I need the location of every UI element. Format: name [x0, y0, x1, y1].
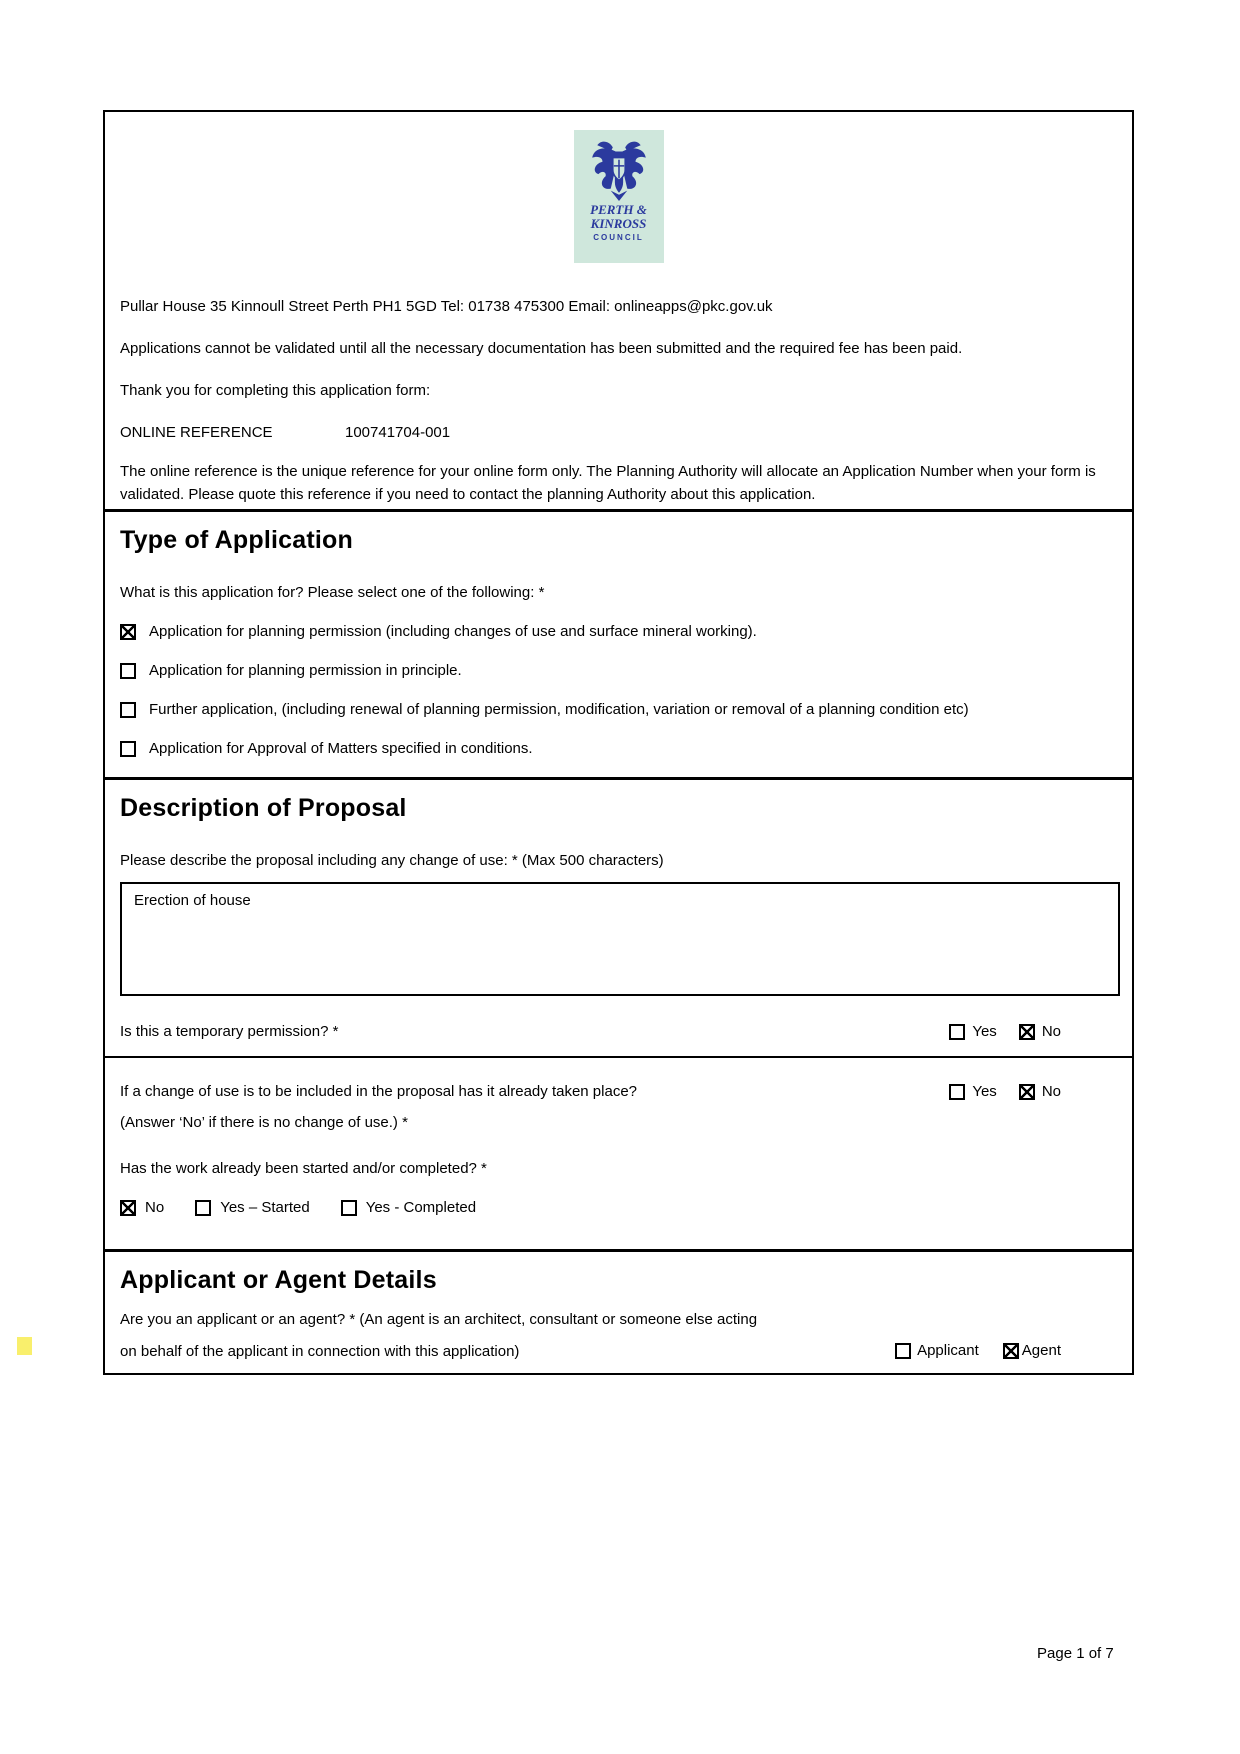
- work-yes-started-checkbox[interactable]: [195, 1200, 211, 1216]
- work-yes-completed-checkbox[interactable]: [341, 1200, 357, 1216]
- logo-text-line3: COUNCIL: [593, 233, 644, 242]
- type-option-2-checkbox[interactable]: [120, 663, 136, 679]
- change-of-use-yes-label: Yes: [972, 1083, 997, 1100]
- type-question: What is this application for? Please select one of the following: *: [120, 584, 545, 601]
- description-title: Description of Proposal: [120, 794, 407, 822]
- temporary-yes-label: Yes: [972, 1023, 997, 1040]
- agent-label: Agent: [1021, 1342, 1061, 1359]
- change-of-use-no-label: No: [1041, 1083, 1061, 1100]
- type-option-2-label: Application for planning permission in principle.: [149, 662, 462, 679]
- applicant-checkbox[interactable]: [895, 1343, 911, 1359]
- logo-text-line1: PERTH &: [590, 202, 647, 217]
- logo-text-line2: KINROSS: [590, 216, 647, 231]
- proposal-description-textarea[interactable]: Erection of house: [120, 882, 1120, 996]
- type-option-row[interactable]: [120, 698, 1117, 721]
- temporary-permission-question: Is this a temporary permission? *: [120, 1023, 339, 1040]
- type-option-4-checkbox[interactable]: [120, 741, 136, 757]
- applicant-label: Applicant: [917, 1342, 979, 1359]
- work-no-checkbox[interactable]: [120, 1200, 136, 1216]
- online-reference-value: 100741704-001: [345, 424, 451, 441]
- type-option-row[interactable]: [120, 620, 1117, 643]
- type-option-3-label: Further application, (including renewal of planning permission, modification, variation or removal of a planning condition etc): [149, 701, 969, 718]
- work-yes-started-label: Yes – Started: [220, 1199, 310, 1216]
- temporary-permission-answers: [949, 1020, 1061, 1043]
- change-of-use-section: [105, 1056, 1132, 1249]
- yellow-highlight-marker: [17, 1337, 32, 1355]
- temporary-no-label: No: [1041, 1023, 1061, 1040]
- type-option-row[interactable]: [120, 737, 1117, 760]
- applicant-or-agent-title: Applicant or Agent Details: [120, 1266, 437, 1294]
- thank-you-note: Thank you for completing this application form:: [120, 382, 431, 399]
- online-reference-row: [120, 421, 1117, 444]
- page-indicator: Page 1 of 7: [1037, 1645, 1114, 1662]
- type-option-1-checkbox[interactable]: [120, 624, 136, 640]
- type-option-row[interactable]: [120, 659, 1117, 682]
- council-logo: [574, 130, 664, 263]
- type-of-application-title: Type of Application: [120, 526, 353, 554]
- work-no-label: No: [145, 1199, 165, 1216]
- type-option-1-label: Application for planning permission (including changes of use and surface mineral working).: [149, 623, 757, 640]
- work-yes-completed-label: Yes - Completed: [365, 1199, 477, 1216]
- change-of-use-note: (Answer ‘No’ if there is no change of use.) *: [120, 1114, 408, 1131]
- change-of-use-answers: [949, 1080, 1061, 1103]
- applicant-or-agent-section: [105, 1249, 1132, 1373]
- change-of-use-question: If a change of use is to be included in the proposal has it already taken place?: [120, 1083, 638, 1100]
- temporary-yes-checkbox[interactable]: [949, 1024, 965, 1040]
- applicant-question-line2: on behalf of the applicant in connection with this application): [120, 1343, 520, 1360]
- description-of-proposal-section: [105, 777, 1132, 1056]
- applicant-or-agent-question: [120, 1308, 757, 1363]
- application-form: [103, 110, 1134, 1375]
- applicant-question-line1: Are you an applicant or an agent? * (An agent is an architect, consultant or someone else acting: [120, 1311, 758, 1328]
- change-of-use-no-checkbox[interactable]: [1019, 1084, 1035, 1100]
- change-of-use-yes-checkbox[interactable]: [949, 1084, 965, 1100]
- agent-checkbox[interactable]: [1003, 1343, 1019, 1359]
- change-of-use-row: [120, 1080, 1117, 1103]
- type-option-4-label: Application for Approval of Matters specified in conditions.: [149, 740, 533, 757]
- validation-note: Applications cannot be validated until all the necessary documentation has been submitted and the required fee has been paid.: [120, 340, 963, 357]
- description-prompt: Please describe the proposal including any change of use: * (Max 500 characters): [120, 852, 664, 869]
- applicant-or-agent-row: [120, 1295, 1117, 1363]
- council-address: Pullar House 35 Kinnoull Street Perth PH1 5GD Tel: 01738 475300 Email: onlineapps@pkc.gov.uk: [120, 298, 773, 315]
- type-option-3-checkbox[interactable]: [120, 702, 136, 718]
- work-started-question: Has the work already been started and/or completed? *: [120, 1160, 487, 1177]
- council-crest-icon: [590, 137, 648, 203]
- applicant-or-agent-answers: [895, 1339, 1061, 1362]
- type-of-application-section: [105, 509, 1132, 777]
- work-started-answers: [120, 1196, 1117, 1219]
- reference-explanation: The online reference is the unique reference for your online form only. The Planning Authority will allocate an Application Number when your form is validated. Please quote this reference if you need to contact the planning Authority about this application.: [120, 463, 1096, 503]
- form-header-section: [105, 112, 1132, 509]
- temporary-permission-row: [120, 1020, 1117, 1043]
- temporary-no-checkbox[interactable]: [1019, 1024, 1035, 1040]
- online-reference-label: ONLINE REFERENCE: [120, 424, 273, 441]
